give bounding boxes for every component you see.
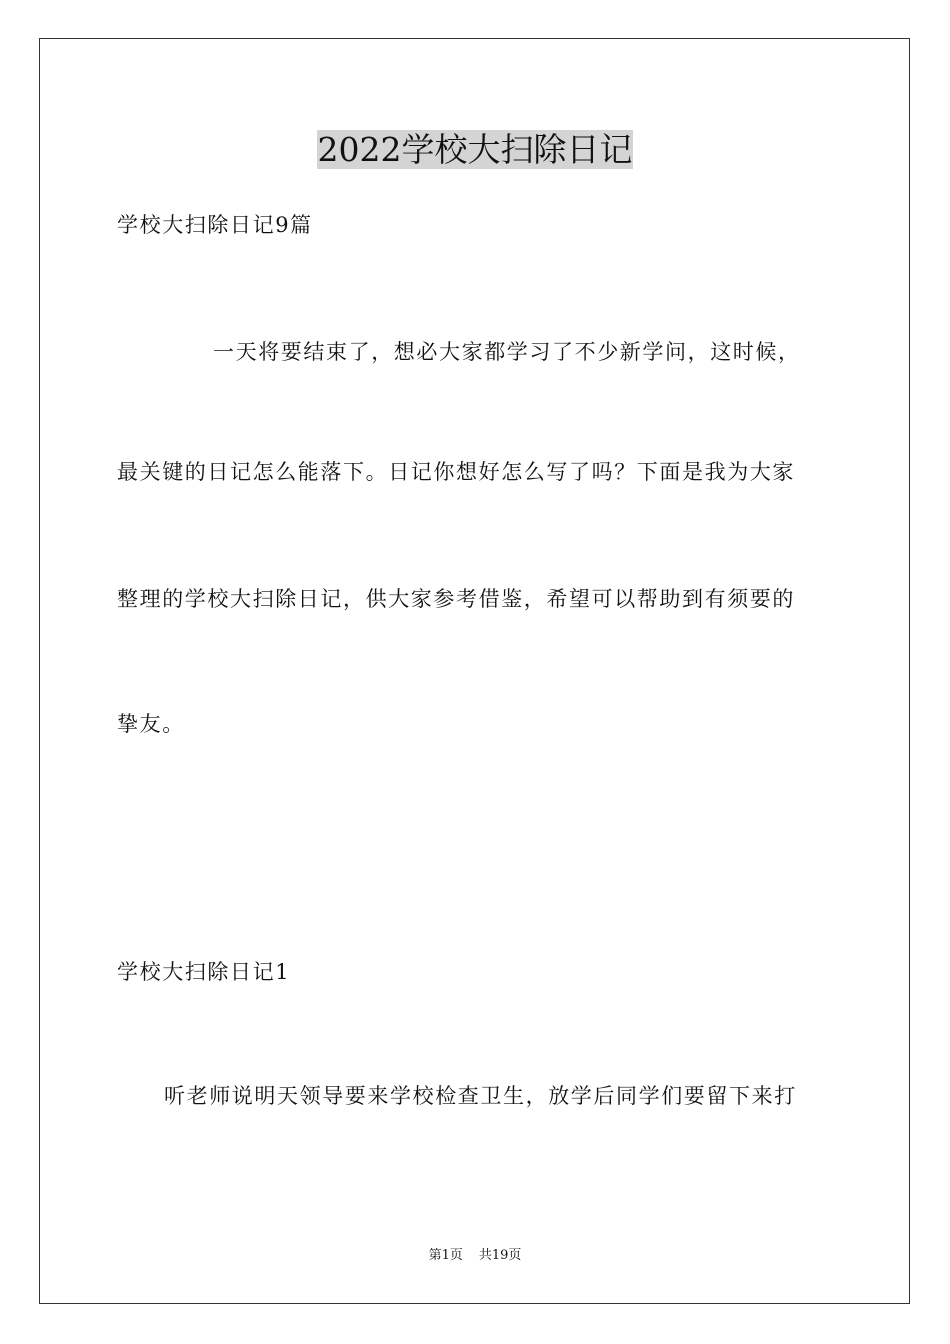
- page-footer: [0, 1247, 950, 1265]
- document-title-block: [0, 128, 950, 172]
- page-number: 第1页: [428, 1248, 463, 1263]
- section-line-1: 听老师说明天领导要来学校检查卫生，放学后同学们要留下来打: [164, 1084, 797, 1108]
- section-heading: 学校大扫除日记1: [117, 960, 291, 984]
- intro-line-1: 一天将要结束了，想必大家都学习了不少新学问，这时候，: [213, 340, 801, 364]
- page-total: 共19页: [478, 1248, 522, 1263]
- document-subtitle: 学校大扫除日记9篇: [117, 213, 313, 237]
- intro-line-4: 挚友。: [117, 712, 185, 736]
- intro-line-3: 整理的学校大扫除日记，供大家参考借鉴，希望可以帮助到有须要的: [117, 587, 795, 611]
- intro-line-2: 最关键的日记怎么能落下。日记你想好怎么写了吗？下面是我为大家: [117, 460, 795, 484]
- document-title: 2022学校大扫除日记: [317, 130, 633, 169]
